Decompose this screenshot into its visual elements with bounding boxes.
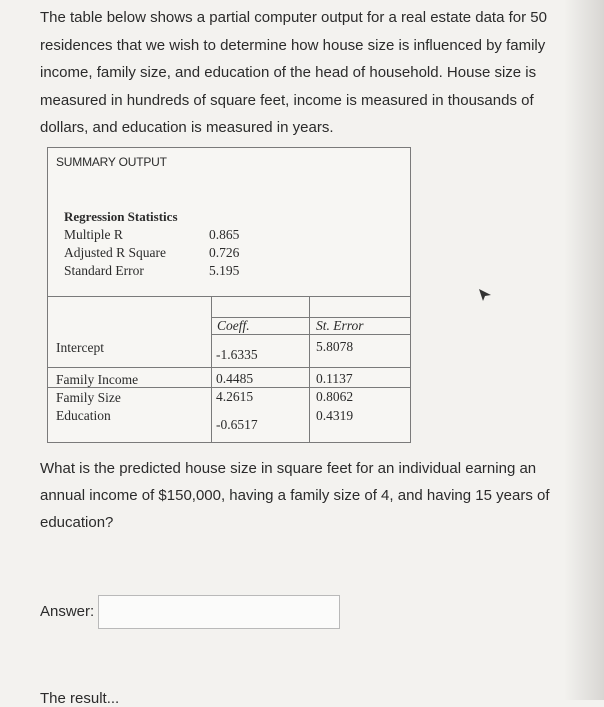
answer-label: Answer: (40, 603, 95, 620)
stat-row (64, 226, 239, 244)
stat-label: Adjusted R Square (64, 245, 166, 260)
row-label-intercept: Intercept (56, 340, 104, 355)
row-label-family-size: Family Size (56, 390, 121, 405)
summary-output-panel (47, 147, 411, 443)
se-column-rule (309, 296, 310, 442)
cutoff-text: The result... (40, 690, 120, 707)
regression-statistics-heading: Regression Statistics (64, 209, 178, 224)
coeff-family-income: 0.4485 (216, 371, 254, 386)
se-education: 0.4319 (316, 408, 354, 423)
coeff-header: Coeff. (217, 318, 250, 333)
coeff-column-rule (211, 296, 212, 442)
stat-value: 0.726 (209, 245, 240, 260)
stat-row (64, 244, 239, 262)
summary-output-title: SUMMARY OUTPUT (56, 155, 167, 169)
coeff-family-size: 4.2615 (216, 389, 254, 404)
stat-row (64, 262, 239, 280)
stat-value: 0.865 (209, 227, 240, 242)
se-family-income: 0.1137 (316, 371, 353, 386)
st-error-header: St. Error (316, 318, 364, 333)
stat-value: 5.195 (209, 263, 240, 278)
coeff-education: -0.6517 (216, 417, 258, 432)
question-text: What is the predicted house size in square feet for an individual earning an annual income of $150,000, having a family size of 4, and having 15 years of education? (40, 460, 550, 531)
se-intercept: 5.8078 (316, 339, 354, 354)
se-family-size: 0.8062 (316, 389, 354, 404)
page-shadow (564, 0, 604, 700)
coeff-intercept: -1.6335 (216, 347, 258, 362)
question-intro: The table below shows a partial computer output for a real estate data for 50 residences that we wish to determine how house size is influenced by family income, family size, and education of the head of household. House size is measured in hundreds of square feet, income is measured in thousands of dollars, and education is measured in years. (40, 9, 547, 136)
answer-input[interactable] (98, 595, 340, 629)
table-top-rule (48, 296, 410, 297)
regression-statistics (64, 208, 239, 280)
stat-label: Standard Error (64, 263, 144, 278)
intercept-rule (48, 367, 410, 368)
row-label-education: Education (56, 408, 111, 423)
row-label-family-income: Family Income (56, 372, 139, 387)
header-bottom-rule (211, 334, 410, 335)
pointer-cursor-icon (478, 288, 492, 302)
stat-label: Multiple R (64, 227, 123, 242)
